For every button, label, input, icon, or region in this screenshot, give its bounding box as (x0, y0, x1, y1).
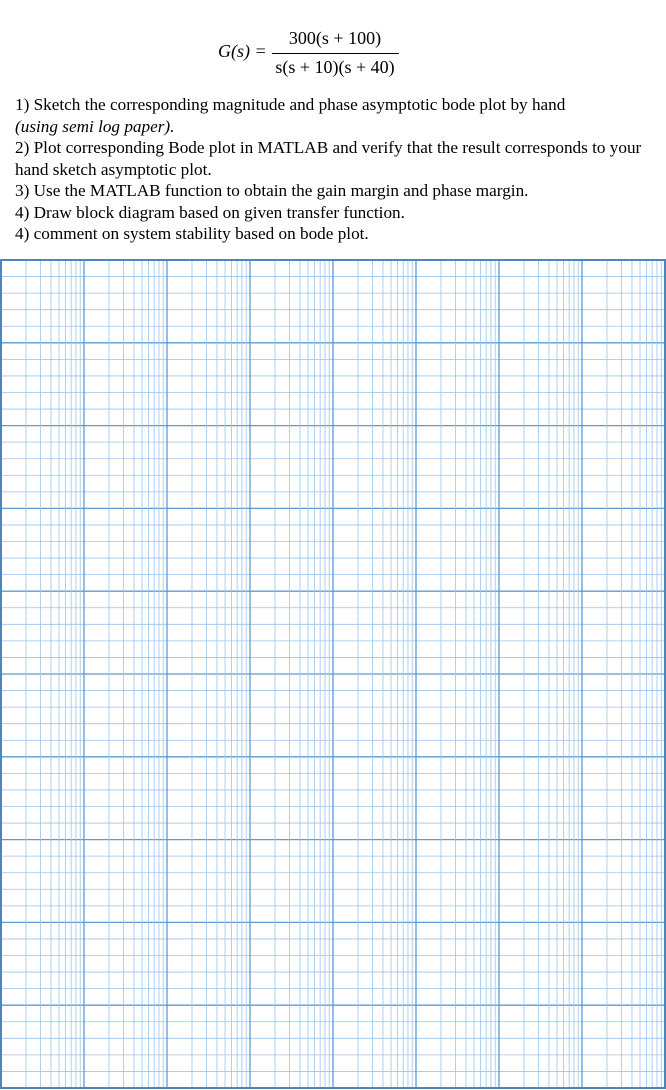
question-1 (15, 94, 660, 137)
question-note: (using semi log paper). (15, 116, 175, 136)
fraction-bar (272, 53, 399, 54)
question-3: 3) Use the MATLAB function to obtain the gain margin and phase margin. (15, 181, 529, 200)
question-2: 2) Plot corresponding Bode plot in MATLAB and verify that the result corresponds to your hand sketch asymptotic plot. (15, 138, 642, 179)
formula-numerator: 300(s + 100) (288, 28, 382, 48)
formula-denominator: s(s + 10)(s + 40) (275, 57, 395, 77)
question-list (15, 94, 660, 245)
formula-lhs: G(s) = (218, 41, 267, 61)
question-5: 4) comment on system stability based on bode plot. (15, 224, 369, 243)
question-4: 4) Draw block diagram based on given transfer function. (15, 202, 405, 222)
transfer-function-formula (0, 26, 666, 82)
semi-log-graph-paper (0, 258, 666, 1090)
question-text: 1) Sketch the corresponding magnitude and phase asymptotic bode plot by hand (15, 95, 566, 114)
